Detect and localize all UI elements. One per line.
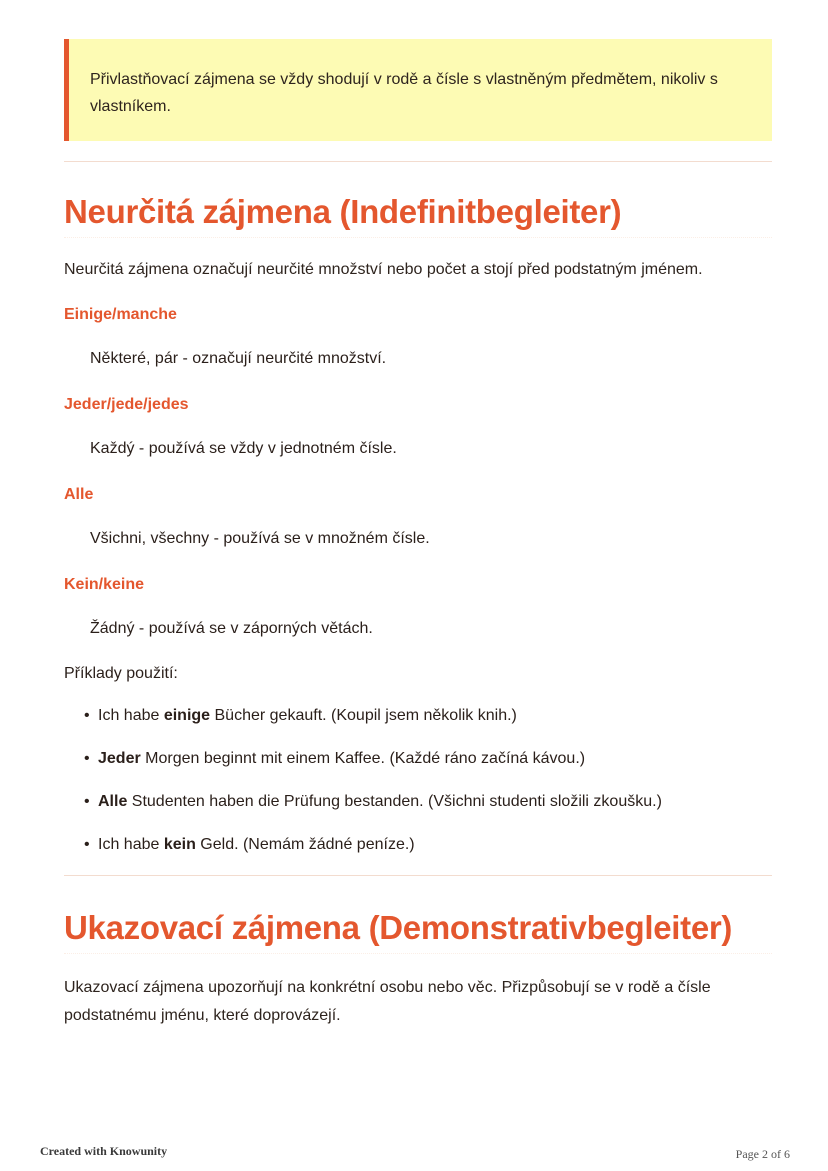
term-einige-manche: Einige/manche: [64, 306, 177, 323]
section-intro-demonstrative: Ukazovací zájmena upozorňují na konkrétní osobu nebo věc. Přizpůsobují se v rodě a čísle podstatnému jménu, které doprovázejí.: [64, 979, 711, 1024]
section-heading-demonstrative: Ukazovací zájmena (Demonstrativbegleiter): [64, 909, 772, 954]
term-alle: Alle: [64, 486, 94, 503]
divider: [64, 161, 772, 162]
callout-text: Přivlastňovací zájmena se vždy shodují v rodě a čísle s vlastněným předmětem, nikoliv s vlastníkem.: [90, 71, 718, 115]
callout-box: [64, 39, 772, 141]
term-jeder: Jeder/jede/jedes: [64, 396, 189, 413]
section-intro-indefinite: Neurčitá zájmena označují neurčité množství nebo počet a stojí před podstatným jménem.: [64, 261, 703, 278]
section-heading-indefinite: Neurčitá zájmena (Indefinitbegleiter): [64, 193, 772, 238]
example-item: • Ich habe kein Geld. (Nemám žádné peníze.): [84, 834, 772, 856]
examples-label: Příklady použití:: [64, 665, 178, 682]
term-kein: Kein/keine: [64, 576, 145, 593]
examples-list: [64, 705, 772, 856]
definition-kein: Žádný - používá se v záporných větách.: [90, 620, 373, 637]
example-item: • Ich habe einige Bücher gekauft. (Koupil jsem několik knih.): [84, 705, 772, 727]
divider: [64, 875, 772, 876]
definition-alle: Všichni, všechny - používá se v množném čísle.: [90, 530, 430, 547]
example-item: • Alle Studenten haben die Prüfung bestanden. (Všichni studenti složili zkoušku.): [84, 791, 772, 813]
footer-created-with: Created with Knowunity: [40, 1144, 168, 1158]
footer-page-number: Page 2 of 6: [735, 1147, 790, 1161]
definition-jeder: Každý - používá se vždy v jednotném čísle.: [90, 440, 397, 457]
document-page: [64, 39, 772, 1030]
definition-einige-manche: Některé, pár - označují neurčité množství.: [90, 350, 387, 367]
example-item: • Jeder Morgen beginnt mit einem Kaffee. (Každé ráno začíná kávou.): [84, 748, 772, 770]
